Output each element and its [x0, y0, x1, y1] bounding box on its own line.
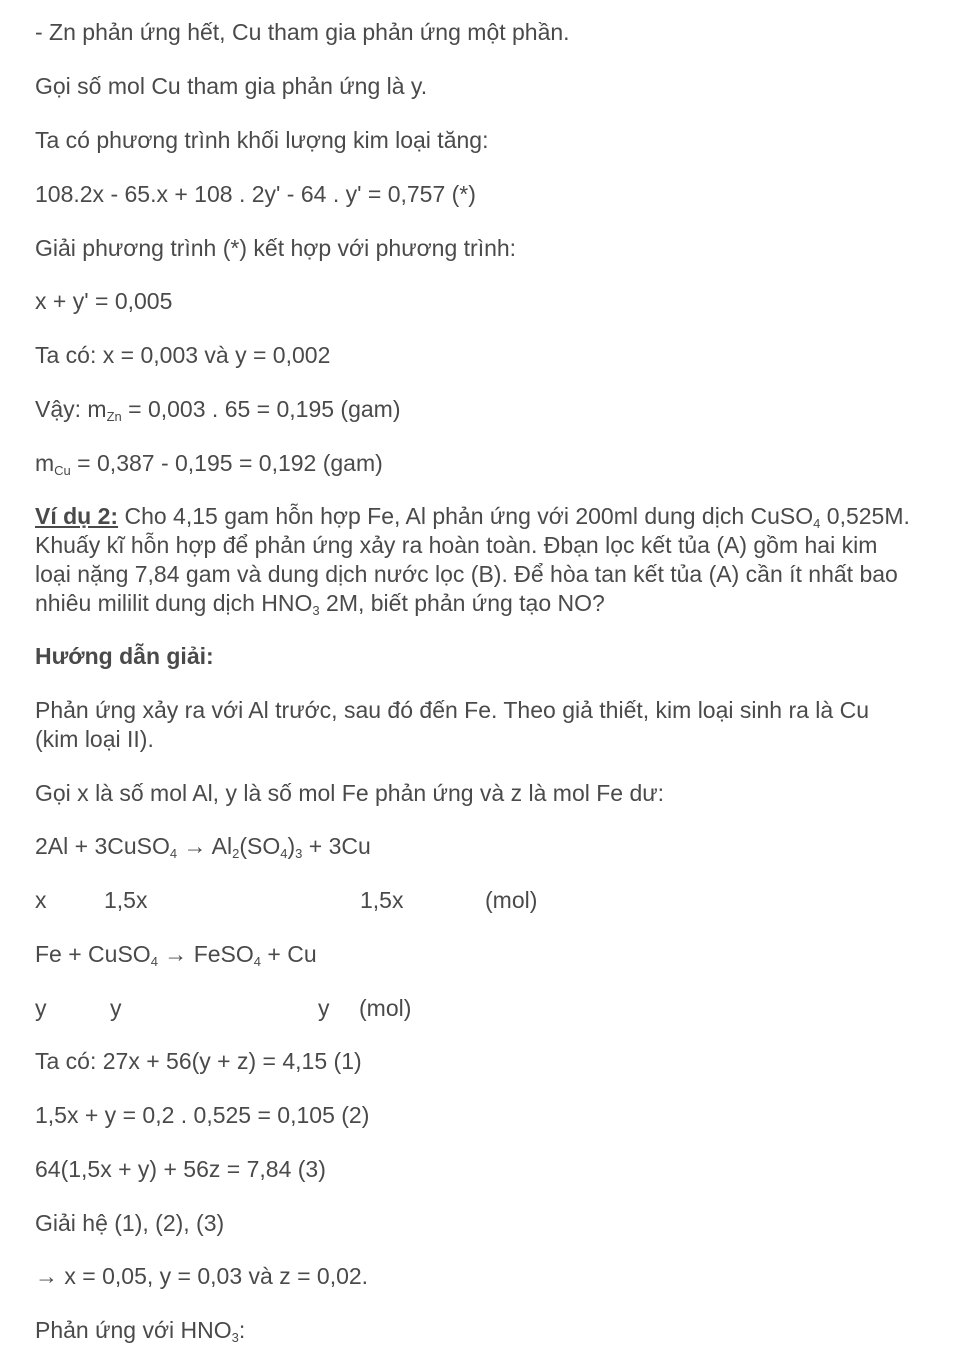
text-line-variables: Gọi x là số mol Al, y là số mol Fe phản ứng và z là mol Fe dư: [35, 780, 665, 806]
mol-unit: (mol) [485, 887, 538, 913]
section-heading-guide: Hướng dẫn giải: [35, 643, 214, 669]
mol-cell: y [110, 995, 122, 1021]
text-line-solve-intro: Giải phương trình (*) kết hợp với phương trình: [35, 235, 517, 261]
equation-system-3: 64(1,5x + y) + 56z = 7,84 (3) [35, 1156, 326, 1182]
text-line-zn-reaction: - Zn phản ứng hết, Cu tham gia phản ứng một phần. [35, 19, 570, 45]
text-paragraph-reaction-order: Phản ứng xảy ra với Al trước, sau đó đến Fe. Theo giả thiết, kim loại sinh ra là Cu (kim loại II). [35, 697, 869, 752]
mol-unit: (mol) [359, 995, 412, 1021]
mol-cell: 1,5x [360, 887, 404, 913]
mol-cell: 1,5x [104, 887, 148, 913]
result-system-solution: → x = 0,05, y = 0,03 và z = 0,02. [35, 1263, 369, 1289]
text-line-solve-system: Giải hệ (1), (2), (3) [35, 1210, 225, 1236]
equation-system-2: 1,5x + y = 0,2 . 0,525 = 0,105 (2) [35, 1102, 370, 1128]
equation-al-cuso4: 2Al + 3CuSO$_4$ → $Al_2(SO_4)_3 + 3Cu$ [35, 833, 371, 861]
equation-system-1: Ta có: 27x + 56(y + z) = 4,15 (1) [35, 1048, 362, 1074]
equation-mass-increase: 108.2x - 65.x + 108 . 2y' - 64 . y' = 0,757 (*) [35, 181, 476, 207]
equation-mol-sum: x + y' = 0,005 [35, 288, 173, 314]
equation-fe-cuso4: Fe + CuSO$_4$ → FeSO$_4$ + Cu [35, 941, 317, 969]
example-2-problem: Ví dụ 2: Cho 4,15 gam hỗn hợp Fe, Al phản ứng với 200ml dung dịch CuSO$_4$ 0,525M. Khuấy kĩ hỗn hợp để phản ứng xảy ra hoàn toàn. Đbạn lọc kết tủa (A) gồm hai kim loại nặng 7,84 gam và dung dịch nước lọc (B). Để hòa tan kết tủa (A) cần ít nhất bao nhiêu mililit dung dịch $HNO_3$ 2M, biết phản ứng tạo NO? [35, 503, 910, 618]
example-2-label: Ví dụ 2: [35, 503, 119, 529]
text-line-mass-equation-intro: Ta có phương trình khối lượng kim loại tăng: [35, 127, 489, 153]
text-line-hno3-reaction: Phản ứng với $HNO_3$: [35, 1317, 246, 1345]
text-line-cu-mol: Gọi số mol Cu tham gia phản ứng là y. [35, 73, 428, 99]
result-mass-zn: Vậy: $m_{Zn} = 0,003$ . 65 = 0,195 (gam) [35, 396, 401, 424]
result-mass-cu: $m_{Cu} = 0,387 - 0,195 = 0,192$ (gam) [35, 450, 383, 478]
text-line-solution: Ta có: x = 0,003 và y = 0,002 [35, 342, 331, 368]
mol-cell: y [35, 995, 47, 1021]
mol-cell: x [35, 887, 47, 913]
mol-cell: y [318, 995, 330, 1021]
